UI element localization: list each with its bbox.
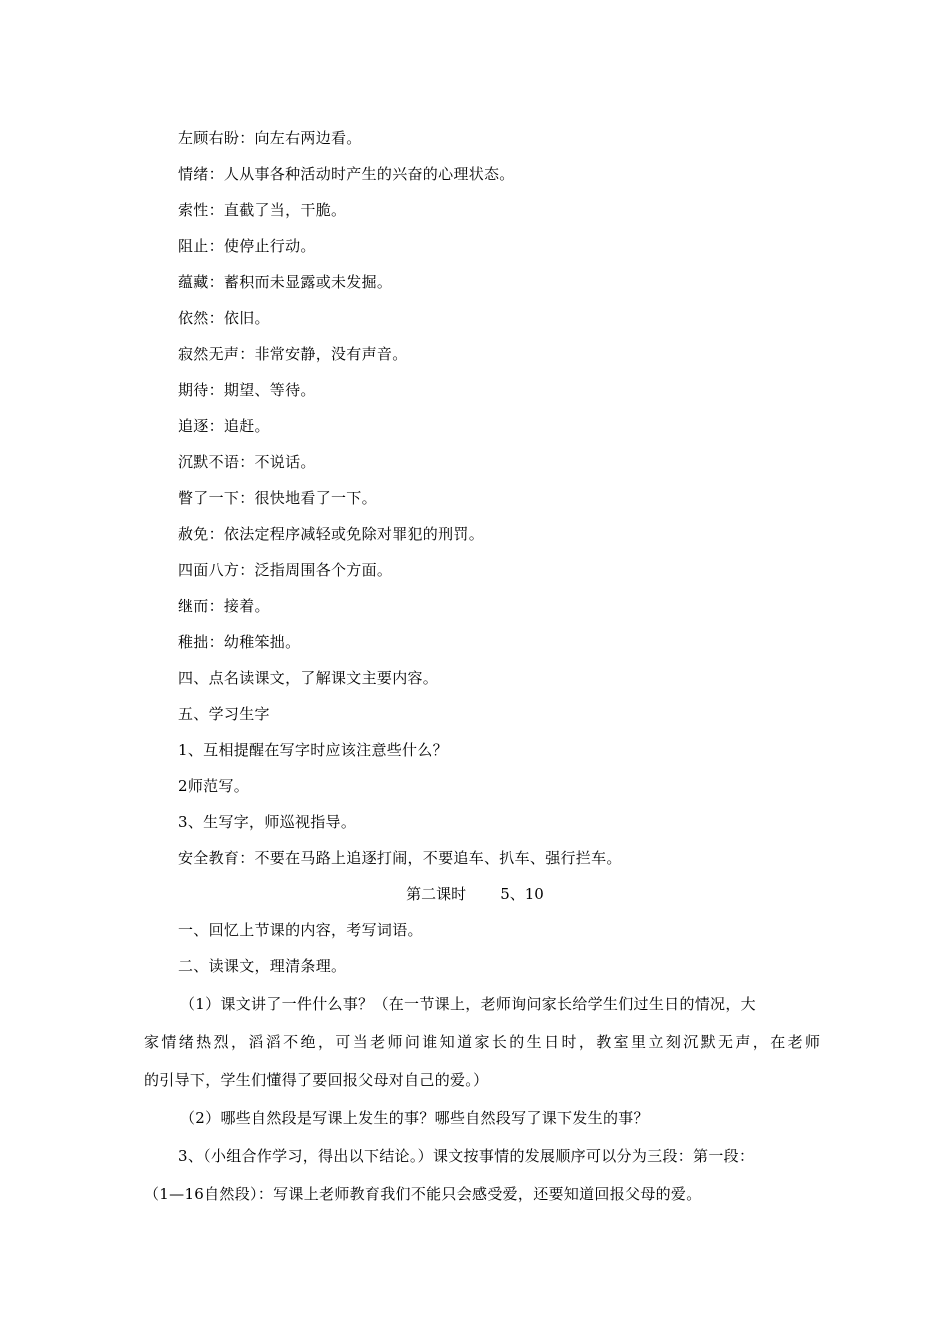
vocab-item: 稚拙：幼稚笨拙。 xyxy=(178,633,301,651)
vocab-item: 四面八方：泛指周围各个方面。 xyxy=(178,561,393,579)
vocab-item: 赦免：依法定程序减轻或免除对罪犯的刑罚。 xyxy=(178,525,485,543)
lesson-heading xyxy=(0,884,950,904)
vocab-item: 阻止：使停止行动。 xyxy=(178,237,316,255)
paragraph-line: 的引导下，学生们懂得了要回报父母对自己的爱。） xyxy=(144,1071,489,1089)
vocab-item: 索性：直截了当，干脆。 xyxy=(178,201,347,219)
vocab-item: 期待：期望、等待。 xyxy=(178,381,316,399)
step-item: 1、互相提醒在写字时应该注意些什么？ xyxy=(178,741,448,759)
paragraph-line: 家情绪热烈，滔滔不绝，可当老师问谁知道家长的生日时，教室里立刻沉默无声，在老师 xyxy=(144,1033,820,1051)
section-heading: 五、学习生字 xyxy=(178,705,270,723)
section-heading: 二、读课文，理清条理。 xyxy=(178,957,347,975)
vocab-item: 瞥了一下：很快地看了一下。 xyxy=(178,489,377,507)
section-heading: 一、回忆上节课的内容，考写词语。 xyxy=(178,921,423,939)
step-item: 3、生写字，师巡视指导。 xyxy=(178,813,357,831)
safety-note: 安全教育：不要在马路上追逐打闹，不要追车、扒车、强行拦车。 xyxy=(178,849,622,867)
vocab-item: 寂然无声：非常安静，没有声音。 xyxy=(178,345,408,363)
vocab-item: 继而：接着。 xyxy=(178,597,270,615)
vocab-item: 蕴藏：蓄积而未显露或未发掘。 xyxy=(178,273,393,291)
paragraph-line: （1）课文讲了一件什么事？（在一节课上，老师询问家长给学生们过生日的情况，大 xyxy=(180,995,756,1013)
vocab-item: 追逐：追赶。 xyxy=(178,417,270,435)
paragraph-line: （2）哪些自然段是写课上发生的事？哪些自然段写了课下发生的事？ xyxy=(180,1109,649,1127)
vocab-item: 左顾右盼：向左右两边看。 xyxy=(178,129,362,147)
vocab-item: 沉默不语：不说话。 xyxy=(178,453,316,471)
paragraph-line: 3、（小组合作学习，得出以下结论。）课文按事情的发展顺序可以分为三段：第一段： xyxy=(178,1147,755,1165)
lesson-title: 第二课时 xyxy=(406,885,467,903)
lesson-date: 5、10 xyxy=(500,885,544,903)
paragraph-line: （1—16自然段）：写课上老师教育我们不能只会感受爱，还要知道回报父母的爱。 xyxy=(144,1185,702,1203)
section-heading: 四、点名读课文，了解课文主要内容。 xyxy=(178,669,439,687)
step-item: 2师范写。 xyxy=(178,777,250,795)
vocab-item: 情绪：人从事各种活动时产生的兴奋的心理状态。 xyxy=(178,165,515,183)
vocab-item: 依然：依旧。 xyxy=(178,309,270,327)
